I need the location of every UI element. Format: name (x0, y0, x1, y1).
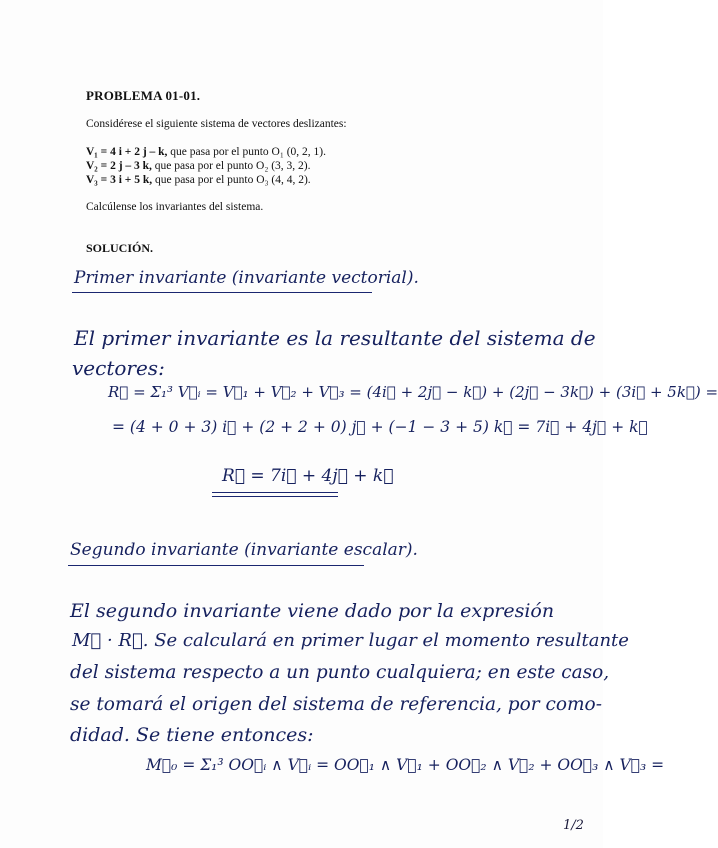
vector-name: V₁ (86, 146, 98, 158)
vector-line-1 (86, 146, 326, 158)
problem-title: PROBLEMA 01-01. (86, 88, 201, 103)
vector-name: V₃ (86, 174, 98, 186)
heading-second-invariant: Segundo invariante (invariante escalar). (70, 540, 418, 560)
heading-underline (72, 292, 372, 293)
vector-name: V₂ (86, 160, 98, 172)
paragraph-line: M⃗ · R⃗. Se calculará en primer lugar el momento resultante (72, 630, 629, 651)
paragraph-line: didad. Se tiene entonces: (70, 724, 314, 746)
paragraph-line: vectores: (72, 356, 165, 380)
paragraph-line: El primer invariante es la resultante del sistema de (74, 326, 596, 350)
equation-components: = (4 + 0 + 3) i⃗ + (2 + 2 + 0) j⃗ + (−1 − 3 + 5) k⃗ = 7i⃗ + 4j⃗ + k⃗ (112, 418, 648, 436)
result-underline-2 (212, 496, 338, 497)
equation-resultant: R⃗ = Σ₁³ V⃗ᵢ = V⃗₁ + V⃗₂ + V⃗₃ = (4i⃗ + 2j⃗ − k⃗) + (2j⃗ − 3k⃗) + (3i⃗ + 5k⃗) = (108, 383, 718, 401)
vector-rest: que pasa por el punto O₃ (4, 4, 2). (154, 174, 311, 186)
solution-label: SOLUCIÓN. (86, 241, 154, 255)
vector-expr: = 2 j – 3 k, (100, 160, 152, 172)
vector-line-2 (86, 160, 311, 172)
paragraph-line: se tomará el origen del sistema de referencia, por como- (70, 694, 602, 715)
vector-line-3 (86, 174, 311, 186)
problem-task: Calcúlense los invariantes del sistema. (86, 201, 264, 213)
heading-underline (68, 565, 364, 566)
result-resultant: R⃗ = 7i⃗ + 4j⃗ + k⃗ (222, 466, 394, 486)
vector-rest: que pasa por el punto O₁ (0, 2, 1). (170, 146, 327, 158)
result-underline-1 (212, 492, 338, 493)
vector-expr: = 4 i + 2 j – k, (100, 146, 168, 158)
problem-intro: Considérese el siguiente sistema de vectores deslizantes: (86, 118, 347, 130)
equation-moment: M⃗₀ = Σ₁³ OO⃗ᵢ ∧ V⃗ᵢ = OO⃗₁ ∧ V⃗₁ + OO⃗₂ ∧ V⃗₂ + OO⃗₃ ∧ V⃗₃ = (146, 756, 665, 774)
vector-expr: = 3 i + 5 k, (100, 174, 153, 186)
paragraph-line: El segundo invariante viene dado por la expresión (70, 600, 555, 622)
paragraph-line: del sistema respecto a un punto cualquiera; en este caso, (70, 662, 610, 683)
heading-first-invariant: Primer invariante (invariante vectorial). (74, 268, 419, 288)
page-number: 1/2 (563, 818, 584, 833)
vector-rest: que pasa por el punto O₂ (3, 3, 2). (154, 160, 311, 172)
